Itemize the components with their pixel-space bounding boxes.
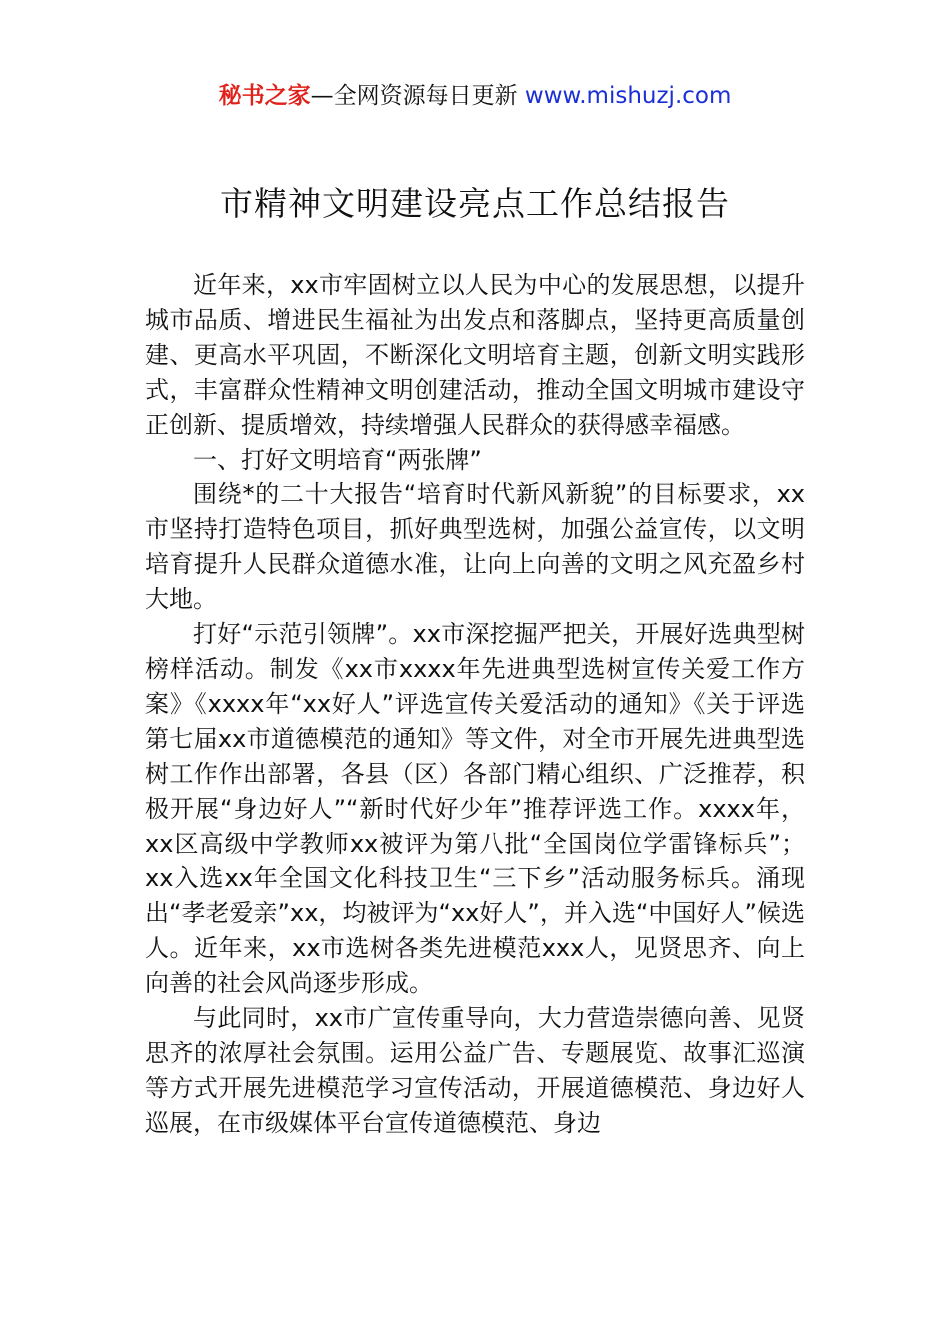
paragraph-section-intro: 围绕*的二十大报告“培育时代新风新貌”的目标要求，xx市坚持打造特色项目，抓好典型选树，加强公益宣传，以文明培育提升人民群众道德水准，让向上向善的文明之风充盈乡村大地。 bbox=[145, 480, 805, 614]
section-heading: 一、打好文明培育“两张牌” bbox=[193, 445, 482, 474]
site-header bbox=[0, 80, 950, 112]
paragraph-demonstration: 打好“示范引领牌”。xx市深挖掘严把关，开展好选典型树榜样活动。制发《xx市xxxx年先进典型选树宣传关爱工作方案》《xxxx年“xx好人”评选宣传关爱活动的通知》《关于评选第七届xx市道德模范的通知》等文件，对全市开展先进典型选树工作作出部署，各县（区）各部门精心组织、广泛推荐，积极开展“身边好人”“新时代好少年”推荐评选工作。xxxx年，xx区高级中学教师xx被评为第八批“全国岗位学雷锋标兵”；xx入选xx年全国文化科技卫生“三下乡”活动服务标兵。涌现出“孝老爱亲”xx，均被评为“xx好人”，并入选“中国好人”候选人。近年来，xx市选树各类先进模范xxx人，见贤思齐、向上向善的社会风尚逐步形成。 bbox=[145, 620, 805, 998]
site-tagline: —全网资源每日更新 bbox=[310, 83, 525, 109]
document-body bbox=[145, 268, 805, 1141]
site-brand: 秘书之家 bbox=[218, 83, 311, 109]
paragraph-publicity: 与此同时，xx市广宣传重导向，大力营造崇德向善、见贤思齐的浓厚社会氛围。运用公益广告、专题展览、故事汇巡演等方式开展先进模范学习宣传活动，开展道德模范、身边好人巡展，在市级媒体平台宣传道德模范、身边 bbox=[145, 1004, 805, 1137]
site-url[interactable]: www.mishuzj.com bbox=[524, 83, 732, 109]
document-title: 市精神文明建设亮点工作总结报告 bbox=[220, 184, 730, 223]
paragraph-intro: 近年来，xx市牢固树立以人民为中心的发展思想，以提升城市品质、增进民生福祉为出发点和落脚点，坚持更高质量创建、更高水平巩固，不断深化文明培育主题，创新文明实践形式，丰富群众性精神文明创建活动，推动全国文明城市建设守正创新、提质增效，持续增强人民群众的获得感幸福感。 bbox=[145, 271, 805, 439]
